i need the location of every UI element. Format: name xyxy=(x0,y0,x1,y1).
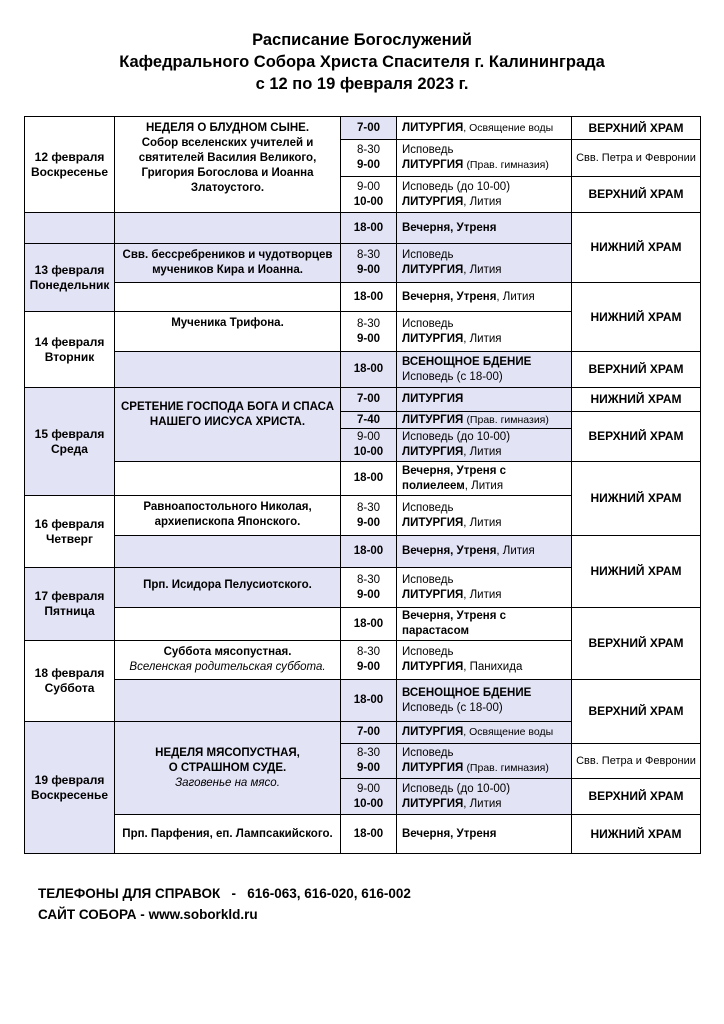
service-desc: ЛИТУРГИЯ, Освящение воды xyxy=(397,117,572,140)
service-desc: Вечерня, Утреня xyxy=(397,213,572,244)
service-desc: Вечерня, Утреня xyxy=(397,815,572,854)
table-row xyxy=(25,283,701,312)
day-date-cell xyxy=(25,388,115,496)
day-weekday: Воскресенье xyxy=(30,164,108,179)
service-time: 18-00 xyxy=(341,815,397,854)
feast-title-2: О СТРАШНОМ СУДЕ. xyxy=(168,762,287,774)
service-time: 9-00 10-00 xyxy=(341,429,397,462)
day-date-cell xyxy=(25,312,115,388)
service-time: 8-30 9-00 xyxy=(341,641,397,680)
table-row xyxy=(25,815,701,854)
site-label: САЙТ СОБОРА - xyxy=(38,907,145,922)
cathedral-title: Кафедрального Собора Христа Спасителя г. Калининграда xyxy=(119,53,605,71)
church-cell: НИЖНИЙ ХРАМ xyxy=(572,462,701,536)
church-cell: Свв. Петра и Февронии xyxy=(572,140,701,177)
service-time: 18-00 xyxy=(341,352,397,388)
day-date-cell xyxy=(25,244,115,312)
service-desc: ЛИТУРГИЯ xyxy=(397,388,572,412)
service-time: 8-30 9-00 xyxy=(341,312,397,352)
service-desc: ВСЕНОЩНОЕ БДЕНИЕ Исповедь (с 18-00) xyxy=(397,680,572,722)
date-range: с 12 по 19 февраля 2023 г. xyxy=(255,75,469,93)
day-date: 17 февраля xyxy=(34,589,105,603)
service-desc: Исповедь ЛИТУРГИЯ (Прав. гимназия) xyxy=(397,140,572,177)
empty-cell xyxy=(115,462,341,496)
service-desc: ЛИТУРГИЯ (Прав. гимназия) xyxy=(397,412,572,429)
empty-cell xyxy=(115,680,341,722)
service-desc: Исповедь (до 10-00) ЛИТУРГИЯ, Лития xyxy=(397,429,572,462)
service-desc: Исповедь (до 10-00) ЛИТУРГИЯ, Лития xyxy=(397,177,572,213)
church-cell: ВЕРХНИЙ ХРАМ xyxy=(572,680,701,744)
service-time: 8-30 9-00 xyxy=(341,496,397,536)
church-cell: НИЖНИЙ ХРАМ xyxy=(572,213,701,283)
day-date-cell xyxy=(25,496,115,568)
table-row xyxy=(25,680,701,722)
church-cell: ВЕРХНИЙ ХРАМ xyxy=(572,177,701,213)
day-weekday: Среда xyxy=(51,441,88,456)
day-date: 16 февраля xyxy=(34,516,105,531)
service-time: 8-30 9-00 xyxy=(341,744,397,779)
service-desc: Исповедь (до 10-00) ЛИТУРГИЯ, Лития xyxy=(397,779,572,815)
service-time: 18-00 xyxy=(341,680,397,722)
day-date-cell xyxy=(25,641,115,722)
service-desc: Исповедь ЛИТУРГИЯ, Панихида xyxy=(397,641,572,680)
church-cell: ВЕРХНИЙ ХРАМ xyxy=(572,117,701,140)
feast-italic: Вселенская родительская суббота. xyxy=(129,661,326,673)
feast-cell: Равноапостольного Николая, архиепископа Японского. xyxy=(115,496,341,536)
empty-cell xyxy=(115,352,341,388)
phones-line xyxy=(38,885,411,903)
service-time: 7-40 xyxy=(341,412,397,429)
day-date: 18 февраля xyxy=(34,666,105,680)
empty-cell xyxy=(115,536,341,568)
table-row xyxy=(25,352,701,388)
service-time: 8-30 9-00 xyxy=(341,140,397,177)
day-date-cell xyxy=(25,568,115,641)
day-weekday: Воскресенье xyxy=(30,787,108,802)
phones-sep: - xyxy=(231,886,236,901)
schedule-table xyxy=(24,116,701,854)
feast-title: НЕДЕЛЯ МЯСОПУСТНАЯ, xyxy=(155,747,300,759)
table-row xyxy=(25,117,701,140)
service-time: 18-00 xyxy=(341,283,397,312)
service-desc: Исповедь ЛИТУРГИЯ, Лития xyxy=(397,312,572,352)
feast-title: СРЕТЕНИЕ ГОСПОДА БОГА И СПАСА НАШЕГО ИИСУСА ХРИСТА. xyxy=(120,401,335,428)
table-row xyxy=(25,213,701,244)
site-line xyxy=(38,906,258,924)
empty-cell xyxy=(25,213,115,244)
empty-cell xyxy=(115,213,341,244)
day-date: 19 февраля xyxy=(34,772,105,787)
service-time: 8-30 9-00 xyxy=(341,244,397,283)
service-desc: Исповедь ЛИТУРГИЯ, Лития xyxy=(397,244,572,283)
day-weekday: Пятница xyxy=(44,604,95,618)
feast-cell: Мученика Трифона. xyxy=(115,312,341,352)
service-time: 8-30 9-00 xyxy=(341,568,397,608)
church-cell: ВЕРХНИЙ ХРАМ xyxy=(572,412,701,462)
empty-cell xyxy=(115,608,341,641)
feast-title: НЕДЕЛЯ О БЛУДНОМ СЫНЕ. xyxy=(145,122,310,134)
feast-cell: Свв. бессребреников и чудотворцев мучеников Кира и Иоанна. xyxy=(115,244,341,283)
empty-cell xyxy=(115,283,341,312)
feast-text: Собор вселенских учителей и святителей Василия Великого, Григория Богослова и Иоанна Златоустого. xyxy=(138,137,317,194)
feast-cell: Прп. Парфения, еп. Лампсакийского. xyxy=(115,815,341,854)
service-desc: Исповедь ЛИТУРГИЯ, Лития xyxy=(397,568,572,608)
table-row xyxy=(25,608,701,641)
feast-cell xyxy=(115,722,341,815)
service-time: 18-00 xyxy=(341,536,397,568)
service-desc: Исповедь ЛИТУРГИЯ (Прав. гимназия) xyxy=(397,744,572,779)
service-desc: ЛИТУРГИЯ, Освящение воды xyxy=(397,722,572,744)
service-time: 9-00 10-00 xyxy=(341,779,397,815)
page-title: Расписание Богослужений xyxy=(252,31,472,49)
feast-title: Суббота мясопустная. xyxy=(163,646,292,658)
service-time: 18-00 xyxy=(341,462,397,496)
church-cell: НИЖНИЙ ХРАМ xyxy=(572,388,701,412)
day-weekday: Суббота xyxy=(44,681,95,695)
day-date: 14 февраля xyxy=(34,334,105,349)
day-date: 13 февраля xyxy=(34,262,105,277)
feast-cell xyxy=(115,388,341,462)
phones-label: ТЕЛЕФОНЫ ДЛЯ СПРАВОК xyxy=(38,886,221,901)
table-row xyxy=(25,536,701,568)
day-weekday: Четверг xyxy=(45,531,94,546)
church-cell: ВЕРХНИЙ ХРАМ xyxy=(572,352,701,388)
feast-italic: Заговенье на мясо. xyxy=(175,777,280,789)
service-desc: Вечерня, Утреня с полиелеем, Лития xyxy=(397,462,572,496)
day-weekday: Вторник xyxy=(44,349,95,364)
service-desc: Исповедь ЛИТУРГИЯ, Лития xyxy=(397,496,572,536)
service-time: 7-00 xyxy=(341,722,397,744)
day-date-cell xyxy=(25,117,115,213)
service-time: 7-00 xyxy=(341,117,397,140)
service-time: 9-00 10-00 xyxy=(341,177,397,213)
church-cell: НИЖНИЙ ХРАМ xyxy=(572,815,701,854)
service-time: 18-00 xyxy=(341,213,397,244)
service-time: 7-00 xyxy=(341,388,397,412)
church-cell: НИЖНИЙ ХРАМ xyxy=(572,536,701,608)
service-desc: Вечерня, Утреня с парастасом xyxy=(397,608,572,641)
service-desc: Вечерня, Утреня, Лития xyxy=(397,536,572,568)
table-row xyxy=(25,388,701,412)
site-link[interactable]: www.soborkld.ru xyxy=(148,907,258,922)
day-date-cell xyxy=(25,722,115,854)
church-cell: ВЕРХНИЙ ХРАМ xyxy=(572,779,701,815)
feast-cell: Прп. Исидора Пелусиотского. xyxy=(115,568,341,608)
service-time: 18-00 xyxy=(341,608,397,641)
church-cell: НИЖНИЙ ХРАМ xyxy=(572,283,701,352)
table-row xyxy=(25,462,701,496)
feast-cell xyxy=(115,117,341,213)
church-cell: Свв. Петра и Февронии xyxy=(572,744,701,779)
day-weekday: Понедельник xyxy=(29,277,110,292)
service-desc: ВСЕНОЩНОЕ БДЕНИЕ Исповедь (с 18-00) xyxy=(397,352,572,388)
service-desc: Вечерня, Утреня, Лития xyxy=(397,283,572,312)
day-date: 12 февраля xyxy=(34,149,105,164)
day-date: 15 февраля xyxy=(34,426,105,441)
phones-numbers: 616-063, 616-020, 616-002 xyxy=(247,886,411,901)
church-cell: ВЕРХНИЙ ХРАМ xyxy=(572,608,701,680)
feast-cell xyxy=(115,641,341,680)
